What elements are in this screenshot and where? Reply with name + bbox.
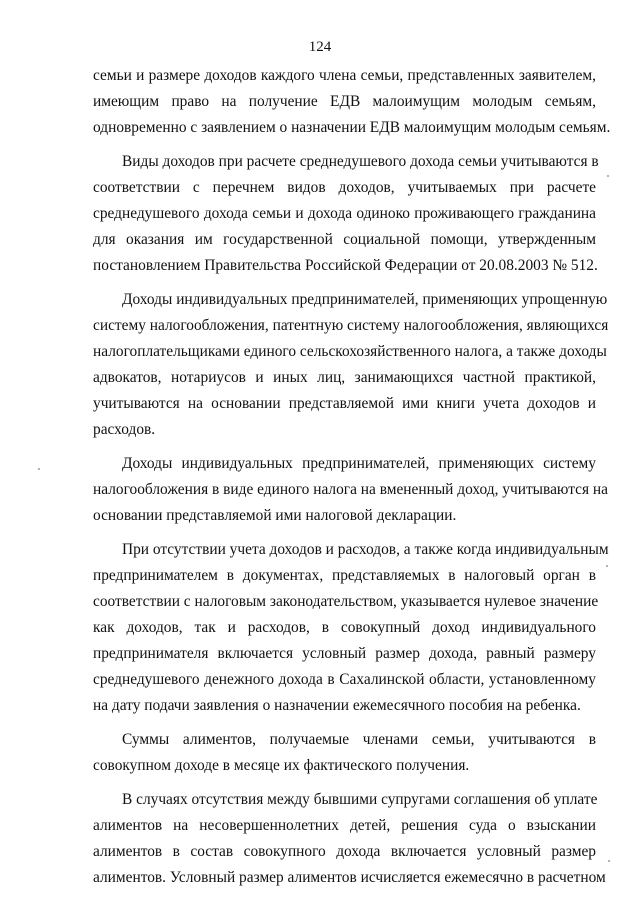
paragraph-3 bbox=[93, 287, 609, 443]
scan-speck bbox=[607, 175, 609, 177]
text-line: налогообложения в виде единого налога на вмененный доход, учитываются на bbox=[93, 481, 608, 498]
text-line: Доходы индивидуальных предпринимателей, применяющих упрощенную bbox=[122, 291, 608, 308]
document-body bbox=[93, 63, 611, 891]
text-line: соответствии с перечнем видов доходов, учитываемых при расчете bbox=[93, 179, 596, 196]
text-line: как доходов, так и расходов, в совокупный доход индивидуального bbox=[93, 619, 596, 636]
text-line: соответствии с налоговым законодательством, указывается нулевое значение bbox=[93, 593, 599, 610]
scan-speck bbox=[608, 860, 610, 862]
text-line: В случаях отсутствия между бывшими супругами соглашения об уплате bbox=[122, 791, 598, 808]
text-line: Виды доходов при расчете среднедушевого дохода семьи учитываются в bbox=[122, 153, 599, 170]
text-line: алиментов. Условный размер алиментов исчисляется ежемесячно в расчетном bbox=[93, 869, 606, 886]
page-number: 124 bbox=[308, 39, 332, 55]
text-line: одновременно с заявлением о назначении ЕДВ малоимущим молодым семьям. bbox=[93, 119, 611, 136]
text-line: среднедушевого денежного дохода в Сахалинской области, установленному bbox=[93, 671, 596, 688]
text-line: При отсутствии учета доходов и расходов, а также когда индивидуальным bbox=[122, 541, 609, 558]
text-line: основании представляемой ими налоговой декларации. bbox=[93, 507, 457, 524]
paragraph-7 bbox=[93, 787, 606, 891]
paragraph-6 bbox=[93, 727, 596, 779]
text-line: совокупном доходе в месяце их фактического получения. bbox=[93, 757, 470, 774]
text-line: имеющим право на получение ЕДВ малоимущим молодым семьям, bbox=[93, 93, 596, 110]
text-line: систему налогообложения, патентную систему налогообложения, являющихся bbox=[93, 317, 609, 334]
paragraph-4 bbox=[93, 451, 608, 529]
text-line: алиментов в состав совокупного дохода включается условный размер bbox=[93, 843, 596, 860]
text-line: налогоплательщиками единого сельскохозяйственного налога, а также доходы bbox=[93, 343, 607, 360]
text-line: на дату подачи заявления о назначении ежемесячного пособия на ребенка. bbox=[93, 697, 581, 714]
text-line: предпринимателя включается условный размер дохода, равный размеру bbox=[93, 645, 596, 662]
text-line: для оказания им государственной социальной помощи, утвержденным bbox=[93, 231, 596, 248]
text-line: Доходы индивидуальных предпринимателей, применяющих систему bbox=[122, 455, 596, 472]
text-line: семьи и размере доходов каждого члена семьи, представленных заявителем, bbox=[93, 67, 596, 84]
paragraph-5 bbox=[93, 537, 609, 719]
text-line: адвокатов, нотариусов и иных лиц, занимающихся частной практикой, bbox=[93, 369, 596, 386]
text-line: постановлением Правительства Российской Федерации от 20.08.2003 № 512. bbox=[93, 257, 598, 274]
scan-speck bbox=[606, 565, 608, 567]
text-line: предпринимателем в документах, представляемых в налоговый орган в bbox=[93, 567, 596, 584]
paragraph-2 bbox=[93, 149, 599, 279]
text-line: расходов. bbox=[93, 421, 156, 438]
text-line: Суммы алиментов, получаемые членами семьи, учитываются в bbox=[122, 731, 596, 748]
paragraph-1 bbox=[93, 63, 611, 141]
text-line: учитываются на основании представляемой ими книги учета доходов и bbox=[93, 395, 596, 412]
text-line: среднедушевого дохода семьи и дохода одиноко проживающего гражданина bbox=[93, 205, 596, 222]
text-line: алиментов на несовершеннолетних детей, решения суда о взыскании bbox=[93, 817, 596, 834]
scan-speck bbox=[38, 468, 40, 470]
